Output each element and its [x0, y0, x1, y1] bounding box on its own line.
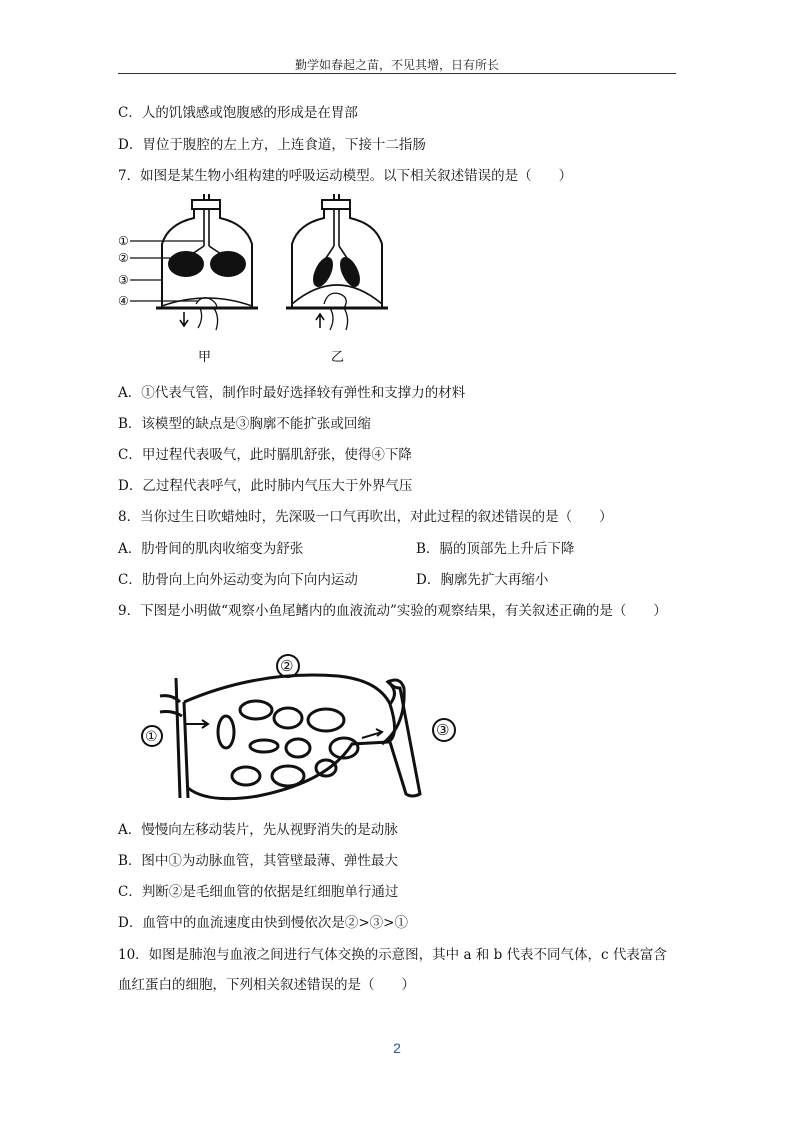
- q9-stem: 9．下图是小明做“观察小鱼尾鳍内的血液流动”实验的观察结果，有关叙述正确的是（ ）: [118, 603, 667, 619]
- model-jia: [130, 194, 258, 330]
- cell-6: [286, 739, 310, 757]
- jia-trachea: [204, 209, 209, 246]
- cell-9: [272, 766, 304, 786]
- cell-4: [218, 716, 234, 748]
- jia-stopper: [192, 200, 220, 209]
- q8-option-c: C．肋骨向上向外运动变为向下向内运动: [118, 572, 358, 588]
- cell-1: [240, 701, 272, 719]
- cell-5: [250, 740, 278, 752]
- q7-breathing-model-figure: [118, 194, 408, 366]
- page-number: 2: [393, 1040, 401, 1056]
- q9-option-c: C．判断②是毛细血管的依据是红细胞单行通过: [118, 884, 399, 900]
- jia-left-lung: [169, 252, 203, 276]
- jia-hand: [196, 298, 218, 330]
- cell-10: [316, 760, 336, 776]
- q8-option-a: A．肋骨间的肌肉收缩变为舒张: [118, 541, 304, 557]
- q9-option-a: A．慢慢向左移动装片，先从视野消失的是动脉: [118, 822, 398, 838]
- q9-marker-2: ②: [280, 657, 294, 675]
- header-divider: [118, 73, 676, 74]
- flow-arrow-left: [184, 720, 208, 728]
- yi-diaphragm: [292, 285, 382, 304]
- flow-arrow-right: [362, 729, 382, 738]
- marker-3: ③: [118, 273, 129, 287]
- yi-trachea: [334, 209, 339, 246]
- jia-diaphragm: [162, 298, 252, 306]
- yi-hand: [324, 293, 348, 330]
- q8-stem: 8．当你过生日吹蜡烛时，先深吸一口气再吹出，对此过程的叙述错误的是（ ）: [118, 509, 613, 525]
- yi-right-lung: [337, 255, 362, 288]
- cell-8: [232, 767, 260, 785]
- vessel-left-stem: [176, 678, 188, 798]
- q9-blood-flow-figure: [138, 648, 468, 812]
- q7-option-c: C．甲过程代表吸气，此时膈肌舒张，使得④下降: [118, 447, 412, 463]
- vessel-left-upper: [160, 696, 182, 716]
- model-yi: [286, 194, 388, 330]
- q7-option-a: A．①代表气管，制作时最好选择较有弹性和支撑力的材料: [118, 385, 466, 401]
- q9-marker-1: ①: [145, 729, 158, 745]
- q9-option-d: D．血管中的血流速度由快到慢依次是②>③>①: [118, 915, 408, 931]
- label-yi: 乙: [331, 350, 345, 365]
- q9-marker-3: ③: [436, 721, 450, 739]
- marker-2: ②: [118, 251, 129, 265]
- jia-right-lung: [211, 252, 245, 276]
- q9-option-b: B．图中①为动脉血管，其管壁最薄、弹性最大: [118, 853, 398, 869]
- q7-option-b: B．该模型的缺点是③胸廓不能扩张或回缩: [118, 416, 371, 432]
- label-jia: 甲: [198, 350, 212, 365]
- jia-bronchi: [192, 246, 221, 254]
- page-header-motto: 勤学如春起之苗，不见其增，日有所长: [294, 58, 499, 72]
- jia-down-arrow: [180, 312, 188, 326]
- q10-stem-line1: 10．如图是肺泡与血液之间进行气体交换的示意图，其中 a 和 b 代表不同气体，c 代表富含: [118, 947, 667, 963]
- q6-option-d: D．胃位于腹腔的左上方，上连食道，下接十二指肠: [118, 137, 426, 153]
- q8-option-d: D．胸廓先扩大再缩小: [416, 572, 549, 588]
- yi-up-arrow: [316, 314, 324, 328]
- cell-3: [308, 709, 344, 731]
- q8-option-b: B．膈的顶部先上升后下降: [416, 541, 575, 557]
- q7-stem: 7．如图是某生物小组构建的呼吸运动模型。以下相关叙述错误的是（ ）: [118, 168, 573, 184]
- marker-1: ①: [118, 234, 129, 248]
- cell-2: [274, 708, 302, 728]
- q10-stem-line2: 血红蛋白的细胞，下列相关叙述错误的是（ ）: [118, 977, 415, 993]
- q6-option-c: C．人的饥饿感或饱腹感的形成是在胃部: [118, 105, 358, 121]
- yi-bronchi: [326, 246, 347, 258]
- yi-left-lung: [310, 255, 335, 288]
- yi-stopper: [322, 200, 350, 209]
- q7-option-d: D．乙过程代表呼气，此时肺内气压大于外界气压: [118, 478, 413, 494]
- marker-4: ④: [118, 294, 129, 308]
